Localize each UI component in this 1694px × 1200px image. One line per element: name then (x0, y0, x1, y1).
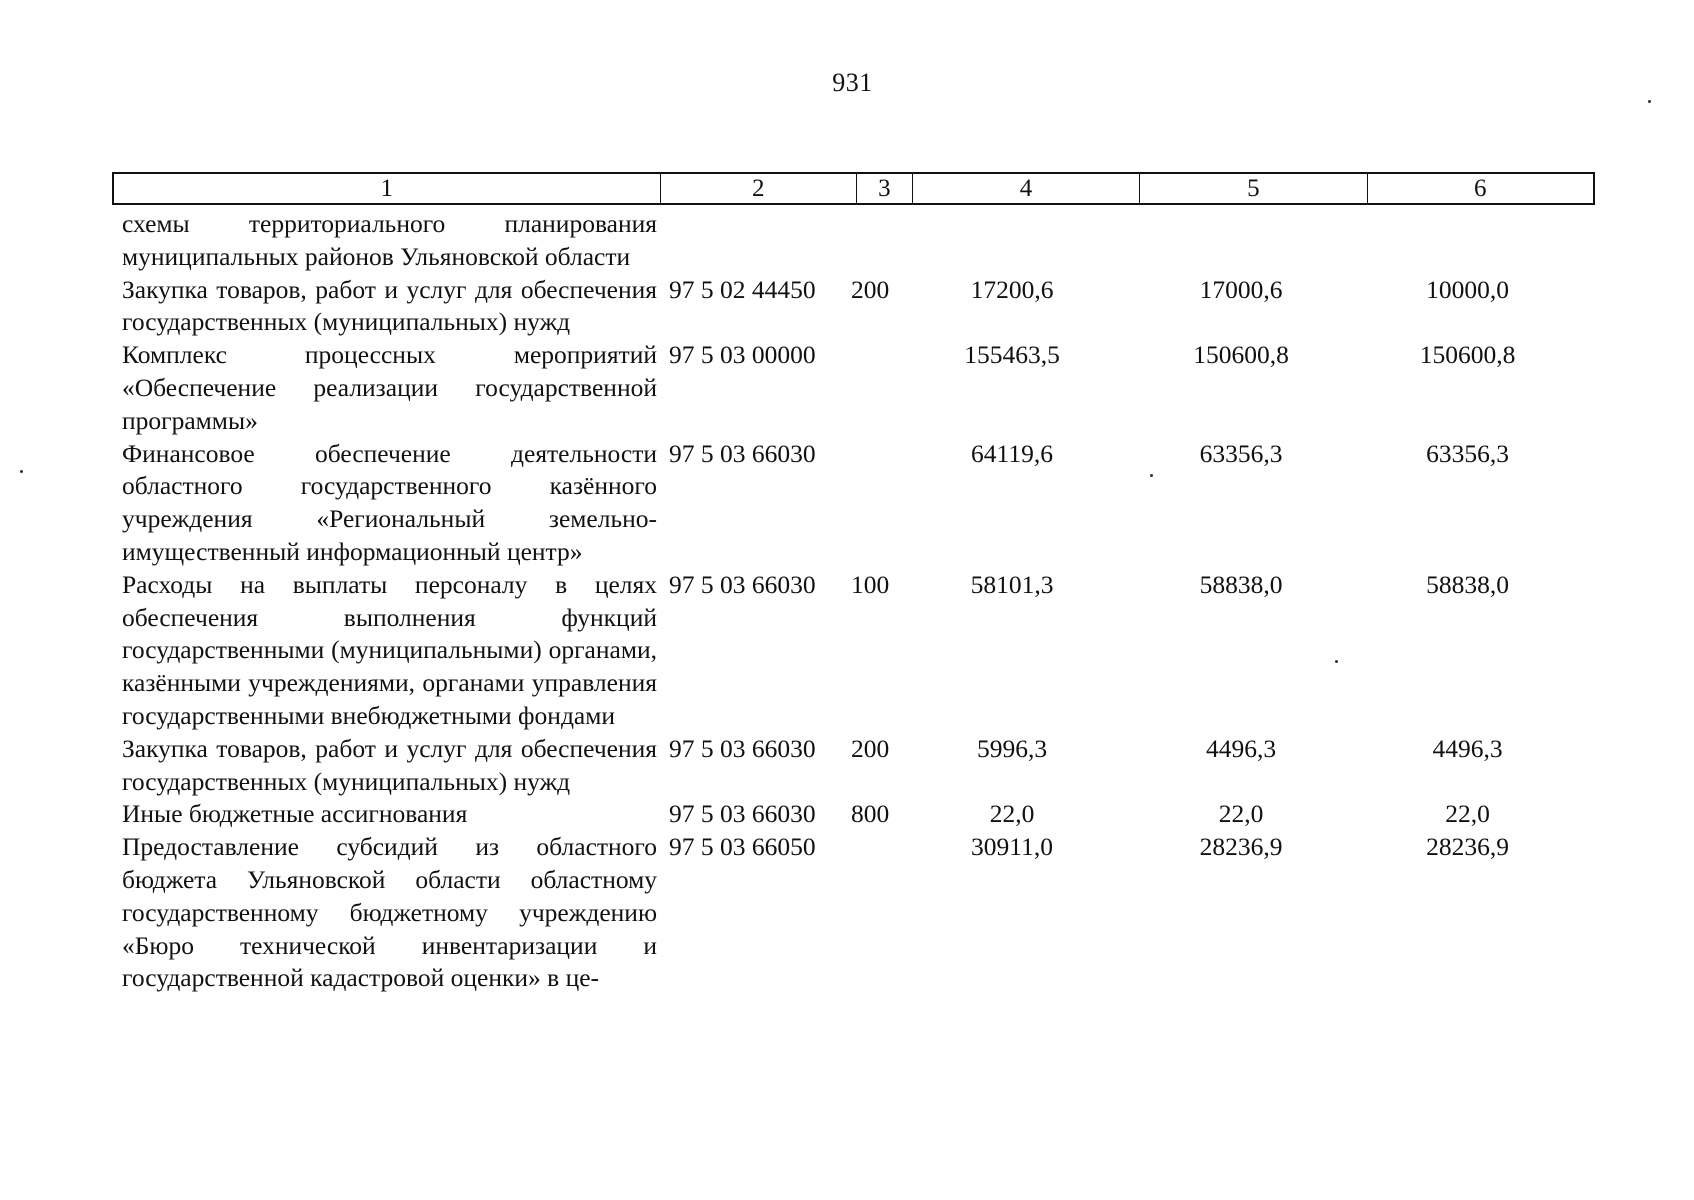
row-value-1: 5996,3 (976, 733, 1048, 763)
header-col-2: 2 (661, 174, 857, 203)
header-col-4: 4 (913, 174, 1140, 203)
row-value-3: 150600,8 (1419, 340, 1516, 370)
row-name: Закупка товаров, работ и услуг для обеспечения государственных (муниципальных) нужд (122, 733, 657, 796)
table-row (122, 208, 1602, 274)
row-value-2: 150600,8 (1193, 340, 1289, 370)
scan-speck (1335, 660, 1338, 663)
row-value-3: 63356,3 (1426, 438, 1509, 468)
row-vr: 800 (851, 799, 890, 829)
row-vr: 200 (851, 733, 890, 763)
row-value-1: 22,0 (989, 799, 1035, 829)
row-value-1: 58101,3 (970, 569, 1054, 599)
row-code: 97 5 02 44450 (669, 274, 816, 304)
header-col-5: 5 (1140, 174, 1367, 203)
row-vr: 100 (851, 569, 890, 599)
row-value-2: 4496,3 (1205, 733, 1277, 763)
table-row (122, 831, 1602, 995)
row-value-3: 22,0 (1445, 799, 1490, 829)
header-col-3: 3 (857, 174, 913, 203)
row-value-2: 17000,6 (1199, 274, 1283, 304)
row-value-1: 17200,6 (970, 274, 1054, 304)
row-name: Расходы на выплаты персоналу в целях обеспечения выполнения функций государственными (муниципальными) органами, казёнными учреждениями, органами управления государственными внебюджетными фондами (122, 569, 657, 730)
row-code: 97 5 03 66050 (669, 832, 816, 862)
row-value-3: 4496,3 (1432, 733, 1503, 763)
row-code: 97 5 03 66030 (669, 799, 816, 829)
row-code: 97 5 03 66030 (669, 569, 816, 599)
page-number: 931 (832, 68, 873, 97)
row-code: 97 5 03 66030 (669, 438, 816, 468)
row-value-3: 10000,0 (1426, 274, 1509, 304)
row-vr: 200 (851, 274, 890, 304)
row-name: Комплекс процессных мероприятий «Обеспечение реализации государственной программы» (122, 340, 657, 435)
row-value-1: 30911,0 (971, 832, 1053, 862)
header-col-1: 1 (114, 174, 661, 203)
row-name: схемы территориального планирования муниципальных районов Ульяновской области (122, 209, 657, 271)
table-row (122, 274, 1602, 340)
table-row (122, 798, 1602, 831)
header-col-6: 6 (1474, 175, 1487, 202)
row-value-3: 28236,9 (1426, 832, 1509, 862)
table-row (122, 339, 1602, 437)
scan-speck (20, 470, 23, 473)
row-name: Закупка товаров, работ и услуг для обеспечения государственных (муниципальных) нужд (122, 274, 657, 337)
scan-speck (1150, 474, 1153, 477)
row-value-2: 28236,9 (1199, 832, 1283, 862)
table-row (122, 569, 1602, 733)
table-row (122, 438, 1602, 569)
row-value-3: 58838,0 (1426, 569, 1509, 599)
row-value-2: 63356,3 (1199, 438, 1283, 468)
row-name: Предоставление субсидий из областного бюджета Ульяновской области областному государственному бюджетному учреждению «Бюро технической инвентаризации и государственной кадастровой оценки» в це- (122, 832, 657, 993)
table-row (122, 733, 1602, 799)
row-value-1: 64119,6 (971, 438, 1053, 468)
table-header (112, 172, 1595, 205)
scan-speck (1648, 100, 1651, 103)
row-code: 97 5 03 00000 (669, 340, 816, 370)
row-value-2: 22,0 (1218, 799, 1264, 829)
row-value-1: 155463,5 (964, 340, 1060, 370)
row-name: Иные бюджетные ассигнования (122, 799, 468, 829)
table-body (122, 208, 1602, 995)
row-value-2: 58838,0 (1199, 569, 1283, 599)
row-code: 97 5 03 66030 (669, 733, 816, 763)
row-name: Финансовое обеспечение деятельности областного государственного казённого учреждения «Региональный земельно-имущественный информационный центр» (122, 438, 657, 566)
